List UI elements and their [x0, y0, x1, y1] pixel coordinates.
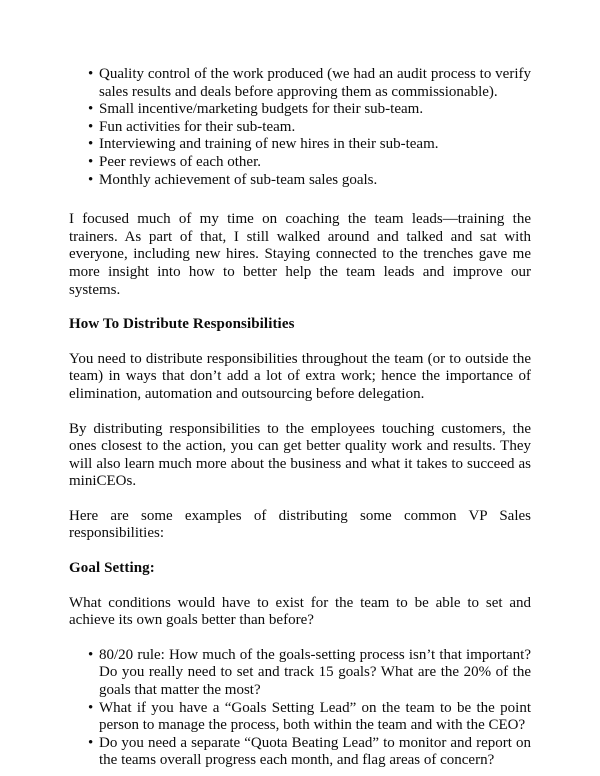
list-item — [69, 66, 531, 101]
list-item-text: Fun activities for their sub-team. — [99, 118, 296, 135]
goal-setting-questions-list — [69, 647, 531, 770]
bullet-icon: • — [88, 118, 94, 135]
list-item-text: Peer reviews of each other. — [99, 153, 262, 170]
list-item-text: Do you need a separate “Quota Beating Lead” to monitor and report on the teams overall progress each month, and flag areas of concern? — [99, 734, 531, 769]
bullet-icon: • — [88, 699, 94, 716]
list-item — [69, 136, 531, 154]
list-item-text: Monthly achievement of sub-team sales goals. — [99, 171, 378, 188]
list-item-text: Small incentive/marketing budgets for their sub-team. — [99, 101, 424, 118]
bullet-icon: • — [88, 101, 94, 118]
employees-touching-customers-paragraph: By distributing responsibilities to the employees touching customers, the ones closest to the action, you can get better quality work and results. They will also learn much more about the business and what it takes to succeed as miniCEOs. — [69, 420, 531, 490]
bullet-icon: • — [88, 734, 94, 751]
list-item — [69, 647, 531, 700]
bullet-icon: • — [88, 646, 94, 663]
list-item-text: Quality control of the work produced (we had an audit process to verify sales results and deals before approving them as commissionable). — [99, 66, 531, 100]
list-item — [69, 119, 531, 137]
list-item-text: What if you have a “Goals Setting Lead” on the team to be the point person to manage the process, both within the team and with the CEO? — [99, 699, 531, 734]
goal-setting-heading: Goal Setting: — [69, 560, 155, 577]
list-item — [69, 154, 531, 172]
coaching-team-leads-paragraph: I focused much of my time on coaching the team leads—training the trainers. As part of that, I still walked around and talked and sat with everyone, including new hires. Staying connected to the trenches gave me more insight into how to better help the team leads and improve our systems. — [69, 211, 531, 298]
list-item — [69, 101, 531, 119]
goal-setting-question-paragraph: What conditions would have to exist for the team to be able to set and achieve its own goals better than before? — [69, 594, 531, 629]
vp-sales-examples-paragraph: Here are some examples of distributing some common VP Sales responsibilities: — [69, 507, 531, 542]
list-item — [69, 700, 531, 735]
bullet-icon: • — [88, 171, 94, 188]
bullet-icon: • — [88, 66, 94, 82]
bullet-icon: • — [88, 136, 94, 153]
list-item — [69, 735, 531, 770]
bullet-icon: • — [88, 153, 94, 170]
document-text-column — [69, 66, 531, 776]
list-item-text: Interviewing and training of new hires in their sub-team. — [99, 136, 439, 153]
distribute-responsibilities-paragraph: You need to distribute responsibilities throughout the team (or to outside the team) in ways that don’t add a lot of extra work; hence the importance of elimination, automation and outsourcing before delegation. — [69, 350, 531, 402]
list-item-text: 80/20 rule: How much of the goals-setting process isn’t that important? Do you really need to set and track 15 goals? What are the 20% of the goals that matter the most? — [99, 646, 531, 699]
team-lead-responsibilities-list — [69, 66, 531, 189]
list-item — [69, 172, 531, 190]
how-to-distribute-responsibilities-heading: How To Distribute Responsibilities — [69, 316, 295, 333]
